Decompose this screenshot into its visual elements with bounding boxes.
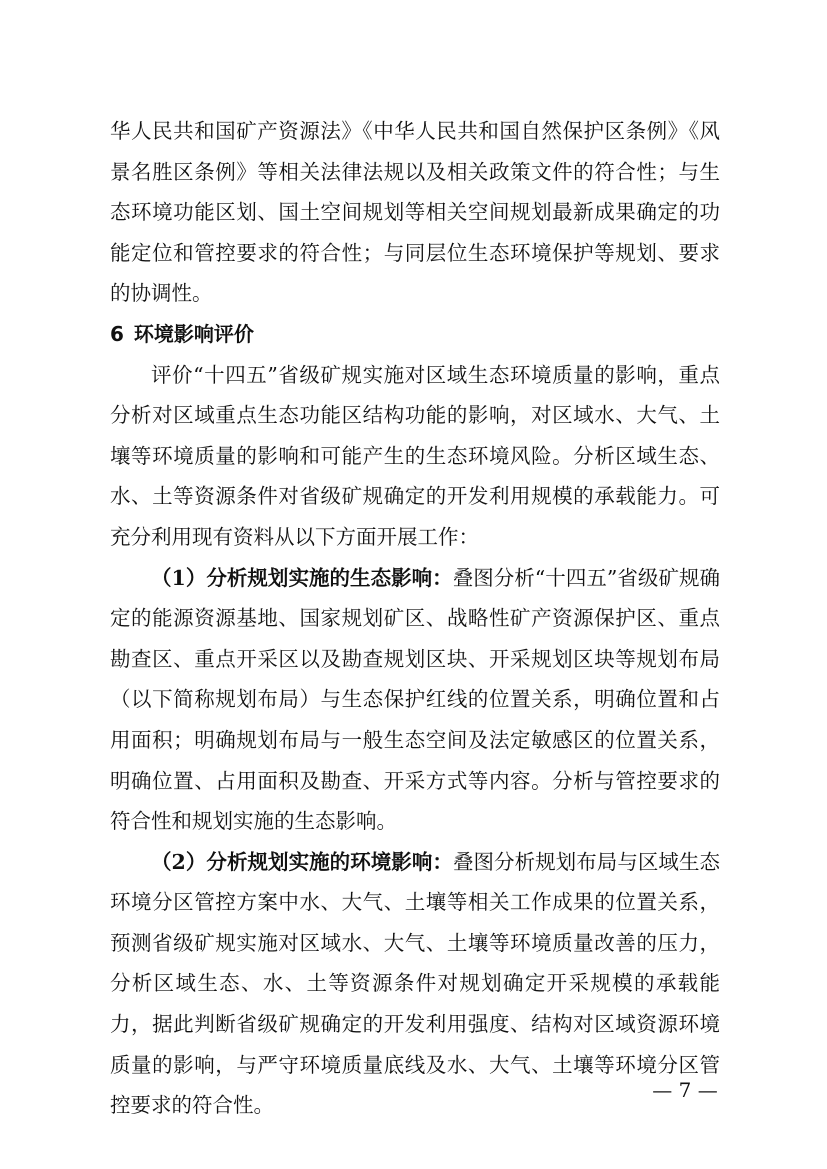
document-body (110, 111, 720, 1126)
page-number: — 7 — (652, 1078, 718, 1102)
list-item-lead: （2）分析规划实施的环境影响： (151, 849, 453, 874)
paragraph-continued: 华人民共和国矿产资源法》《中华人民共和国自然保护区条例》《风景名胜区条例》等相关法律法规以及相关政策文件的符合性；与生态环境功能区划、国土空间规划等相关空间规划最新成果确定的功能定位和管控要求的符合性；与同层位生态环境保护等规划、要求的协调性。 (110, 119, 720, 306)
list-item-text: 叠图分析规划布局与区域生态环境分区管控方案中水、大气、土壤等相关工作成果的位置关系，预测省级矿规实施对区域水、大气、土壤等环境质量改善的压力，分析区域生态、水、土等资源条件对规划确定开采规模的承载能力，据此判断省级矿规确定的开发利用强度、结构对区域资源环境质量的影响，与严守环境质量底线及水、大气、土壤等环境分区管控要求的符合性。 (110, 849, 721, 1118)
list-item-lead: （1）分析规划实施的生态影响： (151, 565, 453, 590)
list-item-ecological-impact (110, 558, 720, 842)
list-item-text: 叠图分析“十四五”省级矿规确定的能源资源基地、国家规划矿区、战略性矿产资源保护区、重点勘查区、重点开采区以及勘查规划区块、开采规划区块等规划布局（以下简称规划布局）与生态保护红线的位置关系，明确位置和占用面积；明确规划布局与一般生态空间及法定敏感区的位置关系，明确位置、占用面积及勘查、开采方式等内容。分析与管控要求的符合性和规划实施的生态影响。 (110, 565, 721, 834)
section-heading (110, 314, 720, 355)
section-title: 环境影响评价 (133, 321, 254, 346)
list-item-environmental-impact (110, 842, 720, 1126)
paragraph-evaluation-intro: 评价“十四五”省级矿规实施对区域生态环境质量的影响，重点分析对区域重点生态功能区结构功能的影响，对区域水、大气、土壤等环境质量的影响和可能产生的生态环境风险。分析区域生态、水、土等资源条件对省级矿规确定的开发利用规模的承载能力。可充分利用现有资料从以下方面开展工作： (110, 362, 720, 549)
section-number: 6 (110, 321, 124, 346)
